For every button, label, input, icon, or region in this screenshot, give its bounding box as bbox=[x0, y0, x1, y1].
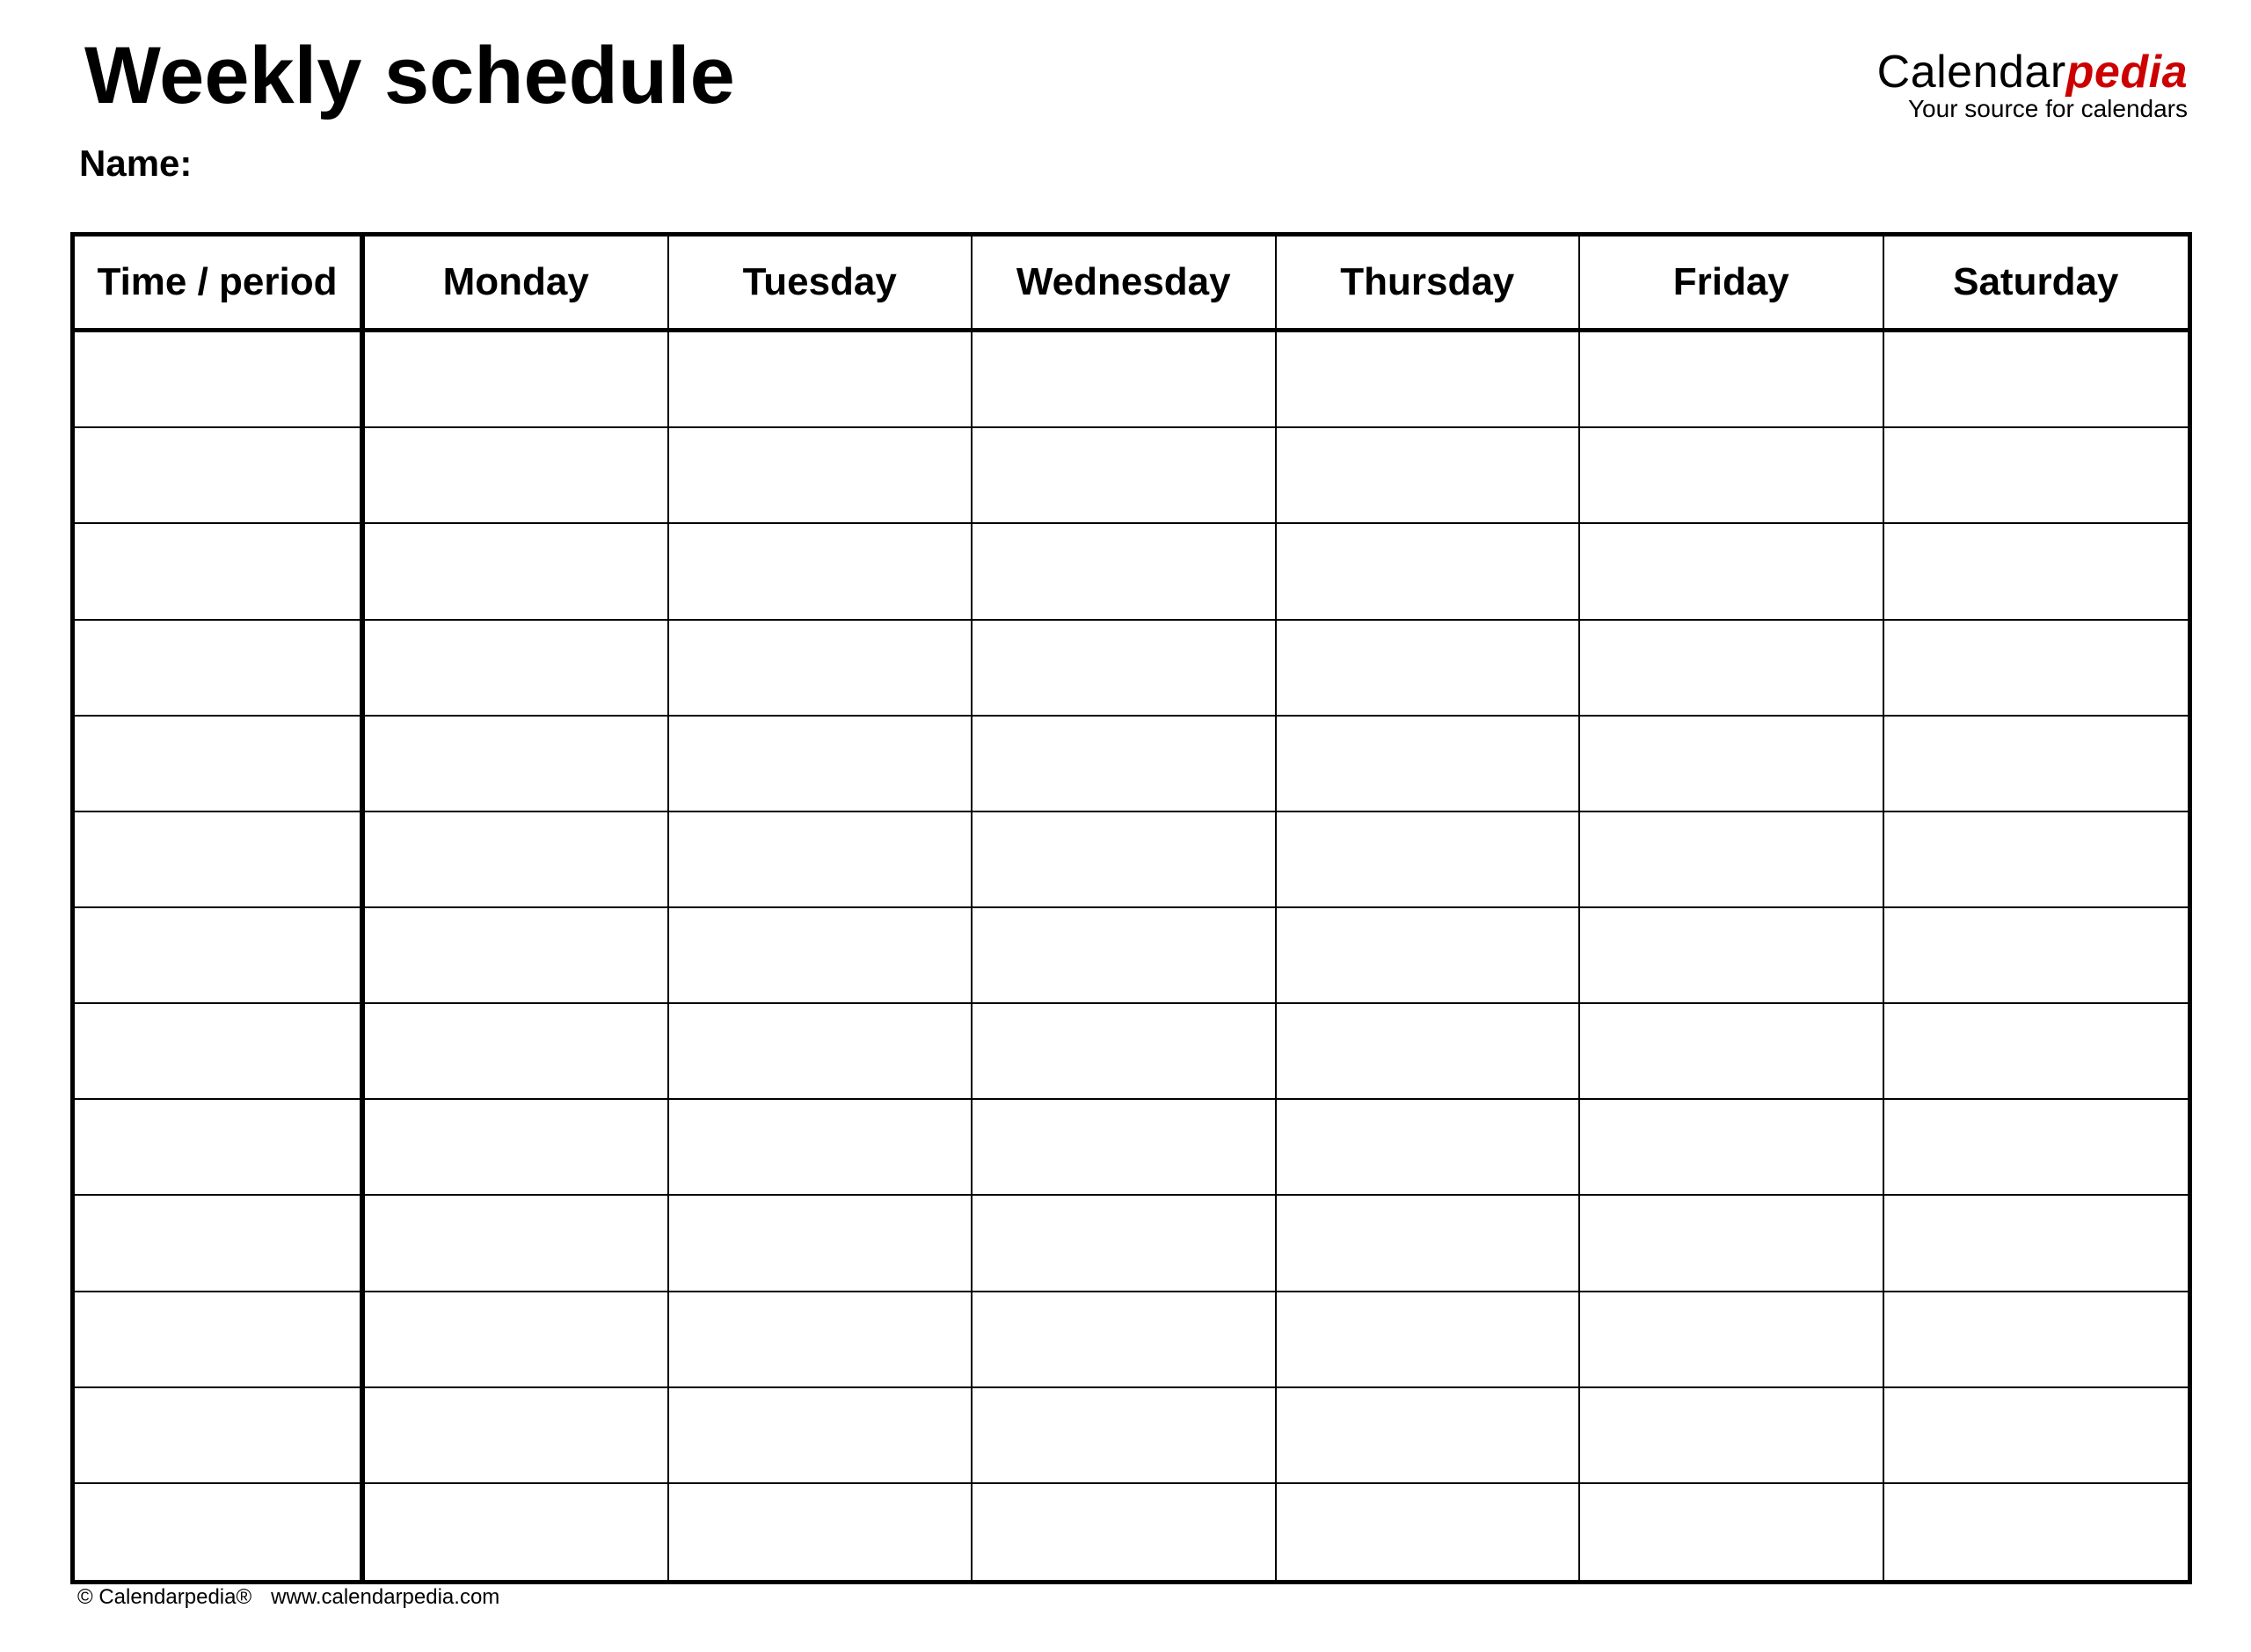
schedule-cell[interactable] bbox=[1884, 1484, 2189, 1580]
schedule-cell[interactable] bbox=[365, 717, 669, 812]
schedule-cell[interactable] bbox=[973, 717, 1277, 812]
schedule-cell[interactable] bbox=[365, 1388, 669, 1484]
time-period-cell[interactable] bbox=[75, 1196, 365, 1292]
logo-wordmark bbox=[1818, 47, 2188, 98]
column-header: Wednesday bbox=[1016, 260, 1231, 304]
schedule-cell[interactable] bbox=[1277, 524, 1581, 620]
schedule-cell[interactable] bbox=[1884, 1100, 2189, 1196]
schedule-cell[interactable] bbox=[365, 1292, 669, 1388]
column-header: Monday bbox=[442, 260, 589, 304]
schedule-cell[interactable] bbox=[973, 908, 1277, 1004]
schedule-cell[interactable] bbox=[365, 812, 669, 908]
logo-tagline: Your source for calendars bbox=[1907, 95, 2188, 122]
schedule-cell[interactable] bbox=[1277, 1388, 1581, 1484]
footer-website: www.calendarpedia.com bbox=[271, 1585, 500, 1609]
column-header: Saturday bbox=[1953, 260, 2119, 304]
schedule-cell[interactable] bbox=[1884, 717, 2189, 812]
logo-brand-accent: pedia bbox=[2065, 47, 2188, 98]
schedule-cell[interactable] bbox=[669, 428, 973, 524]
time-period-cell[interactable] bbox=[75, 428, 365, 524]
time-period-cell[interactable] bbox=[75, 524, 365, 620]
schedule-cell[interactable] bbox=[973, 1196, 1277, 1292]
schedule-cell[interactable] bbox=[1884, 1196, 2189, 1292]
schedule-cell[interactable] bbox=[1277, 1484, 1581, 1580]
header-cell bbox=[1580, 237, 1884, 332]
schedule-cell[interactable] bbox=[1580, 1100, 1884, 1196]
schedule-cell[interactable] bbox=[365, 1484, 669, 1580]
schedule-cell[interactable] bbox=[973, 621, 1277, 717]
calendarpedia-logo bbox=[1818, 49, 2188, 121]
column-header: Time / period bbox=[97, 260, 338, 304]
schedule-table bbox=[70, 232, 2192, 1584]
schedule-cell[interactable] bbox=[973, 1484, 1277, 1580]
schedule-cell[interactable] bbox=[1580, 1292, 1884, 1388]
logo-brand-main: Calendar bbox=[1876, 47, 2066, 98]
schedule-cell[interactable] bbox=[1884, 1004, 2189, 1100]
schedule-cell[interactable] bbox=[1884, 332, 2189, 428]
column-header: Friday bbox=[1672, 260, 1789, 304]
header-cell bbox=[973, 237, 1277, 332]
footer-copyright: © Calendarpedia® bbox=[77, 1585, 252, 1609]
schedule-cell[interactable] bbox=[1277, 1100, 1581, 1196]
schedule-cell[interactable] bbox=[973, 1292, 1277, 1388]
time-period-cell[interactable] bbox=[75, 1484, 365, 1580]
time-period-cell[interactable] bbox=[75, 1388, 365, 1484]
schedule-cell[interactable] bbox=[1580, 812, 1884, 908]
schedule-cell[interactable] bbox=[365, 908, 669, 1004]
header-cell bbox=[365, 237, 669, 332]
schedule-cell[interactable] bbox=[973, 1388, 1277, 1484]
schedule-cell[interactable] bbox=[1277, 908, 1581, 1004]
name-label: Name: bbox=[79, 142, 193, 184]
schedule-cell[interactable] bbox=[1884, 812, 2189, 908]
time-period-cell[interactable] bbox=[75, 812, 365, 908]
time-period-cell[interactable] bbox=[75, 1292, 365, 1388]
schedule-cell[interactable] bbox=[669, 908, 973, 1004]
schedule-cell[interactable] bbox=[669, 1484, 973, 1580]
schedule-cell[interactable] bbox=[1277, 1292, 1581, 1388]
schedule-cell[interactable] bbox=[365, 1004, 669, 1100]
schedule-cell[interactable] bbox=[1277, 1004, 1581, 1100]
schedule-cell[interactable] bbox=[365, 428, 669, 524]
schedule-cell[interactable] bbox=[1580, 1004, 1884, 1100]
schedule-cell[interactable] bbox=[1580, 332, 1884, 428]
schedule-cell[interactable] bbox=[669, 1100, 973, 1196]
schedule-cell[interactable] bbox=[973, 428, 1277, 524]
schedule-cell[interactable] bbox=[1580, 908, 1884, 1004]
schedule-cell[interactable] bbox=[1277, 621, 1581, 717]
schedule-cell[interactable] bbox=[973, 524, 1277, 620]
schedule-cell[interactable] bbox=[365, 332, 669, 428]
time-period-cell[interactable] bbox=[75, 621, 365, 717]
time-period-cell[interactable] bbox=[75, 908, 365, 1004]
schedule-cell[interactable] bbox=[669, 717, 973, 812]
schedule-cell[interactable] bbox=[669, 812, 973, 908]
schedule-cell[interactable] bbox=[1884, 524, 2189, 620]
footer bbox=[77, 1587, 499, 1608]
schedule-cell[interactable] bbox=[1580, 621, 1884, 717]
schedule-cell[interactable] bbox=[973, 332, 1277, 428]
schedule-cell[interactable] bbox=[669, 621, 973, 717]
schedule-cell[interactable] bbox=[1580, 1484, 1884, 1580]
schedule-cell[interactable] bbox=[669, 332, 973, 428]
time-period-cell[interactable] bbox=[75, 1100, 365, 1196]
schedule-cell[interactable] bbox=[1884, 428, 2189, 524]
header-cell bbox=[75, 237, 365, 332]
schedule-cell[interactable] bbox=[365, 621, 669, 717]
schedule-cell[interactable] bbox=[365, 1100, 669, 1196]
schedule-cell[interactable] bbox=[1580, 524, 1884, 620]
schedule-cell[interactable] bbox=[973, 812, 1277, 908]
schedule-cell[interactable] bbox=[1884, 1388, 2189, 1484]
schedule-cell[interactable] bbox=[1277, 717, 1581, 812]
column-header: Thursday bbox=[1340, 260, 1515, 304]
time-period-cell[interactable] bbox=[75, 332, 365, 428]
schedule-cell[interactable] bbox=[669, 1004, 973, 1100]
header-cell bbox=[669, 237, 973, 332]
schedule-cell[interactable] bbox=[669, 1196, 973, 1292]
schedule-cell[interactable] bbox=[1580, 1196, 1884, 1292]
schedule-cell[interactable] bbox=[669, 1292, 973, 1388]
column-header: Tuesday bbox=[742, 260, 897, 304]
time-period-cell[interactable] bbox=[75, 717, 365, 812]
schedule-cell[interactable] bbox=[365, 1196, 669, 1292]
schedule-cell[interactable] bbox=[973, 1004, 1277, 1100]
schedule-cell[interactable] bbox=[1884, 621, 2189, 717]
schedule-cell[interactable] bbox=[1580, 1388, 1884, 1484]
schedule-cell[interactable] bbox=[1277, 332, 1581, 428]
header-cell bbox=[1277, 237, 1581, 332]
schedule-cell[interactable] bbox=[1580, 428, 1884, 524]
header-cell bbox=[1884, 237, 2189, 332]
schedule-cell[interactable] bbox=[1884, 908, 2189, 1004]
schedule-cell[interactable] bbox=[365, 524, 669, 620]
schedule-cell[interactable] bbox=[1277, 812, 1581, 908]
schedule-cell[interactable] bbox=[1277, 1196, 1581, 1292]
schedule-cell[interactable] bbox=[1884, 1292, 2189, 1388]
time-period-cell[interactable] bbox=[75, 1004, 365, 1100]
schedule-cell[interactable] bbox=[973, 1100, 1277, 1196]
schedule-cell[interactable] bbox=[669, 1388, 973, 1484]
schedule-cell[interactable] bbox=[669, 524, 973, 620]
schedule-cell[interactable] bbox=[1277, 428, 1581, 524]
page-title: Weekly schedule bbox=[84, 31, 735, 120]
schedule-cell[interactable] bbox=[1580, 717, 1884, 812]
